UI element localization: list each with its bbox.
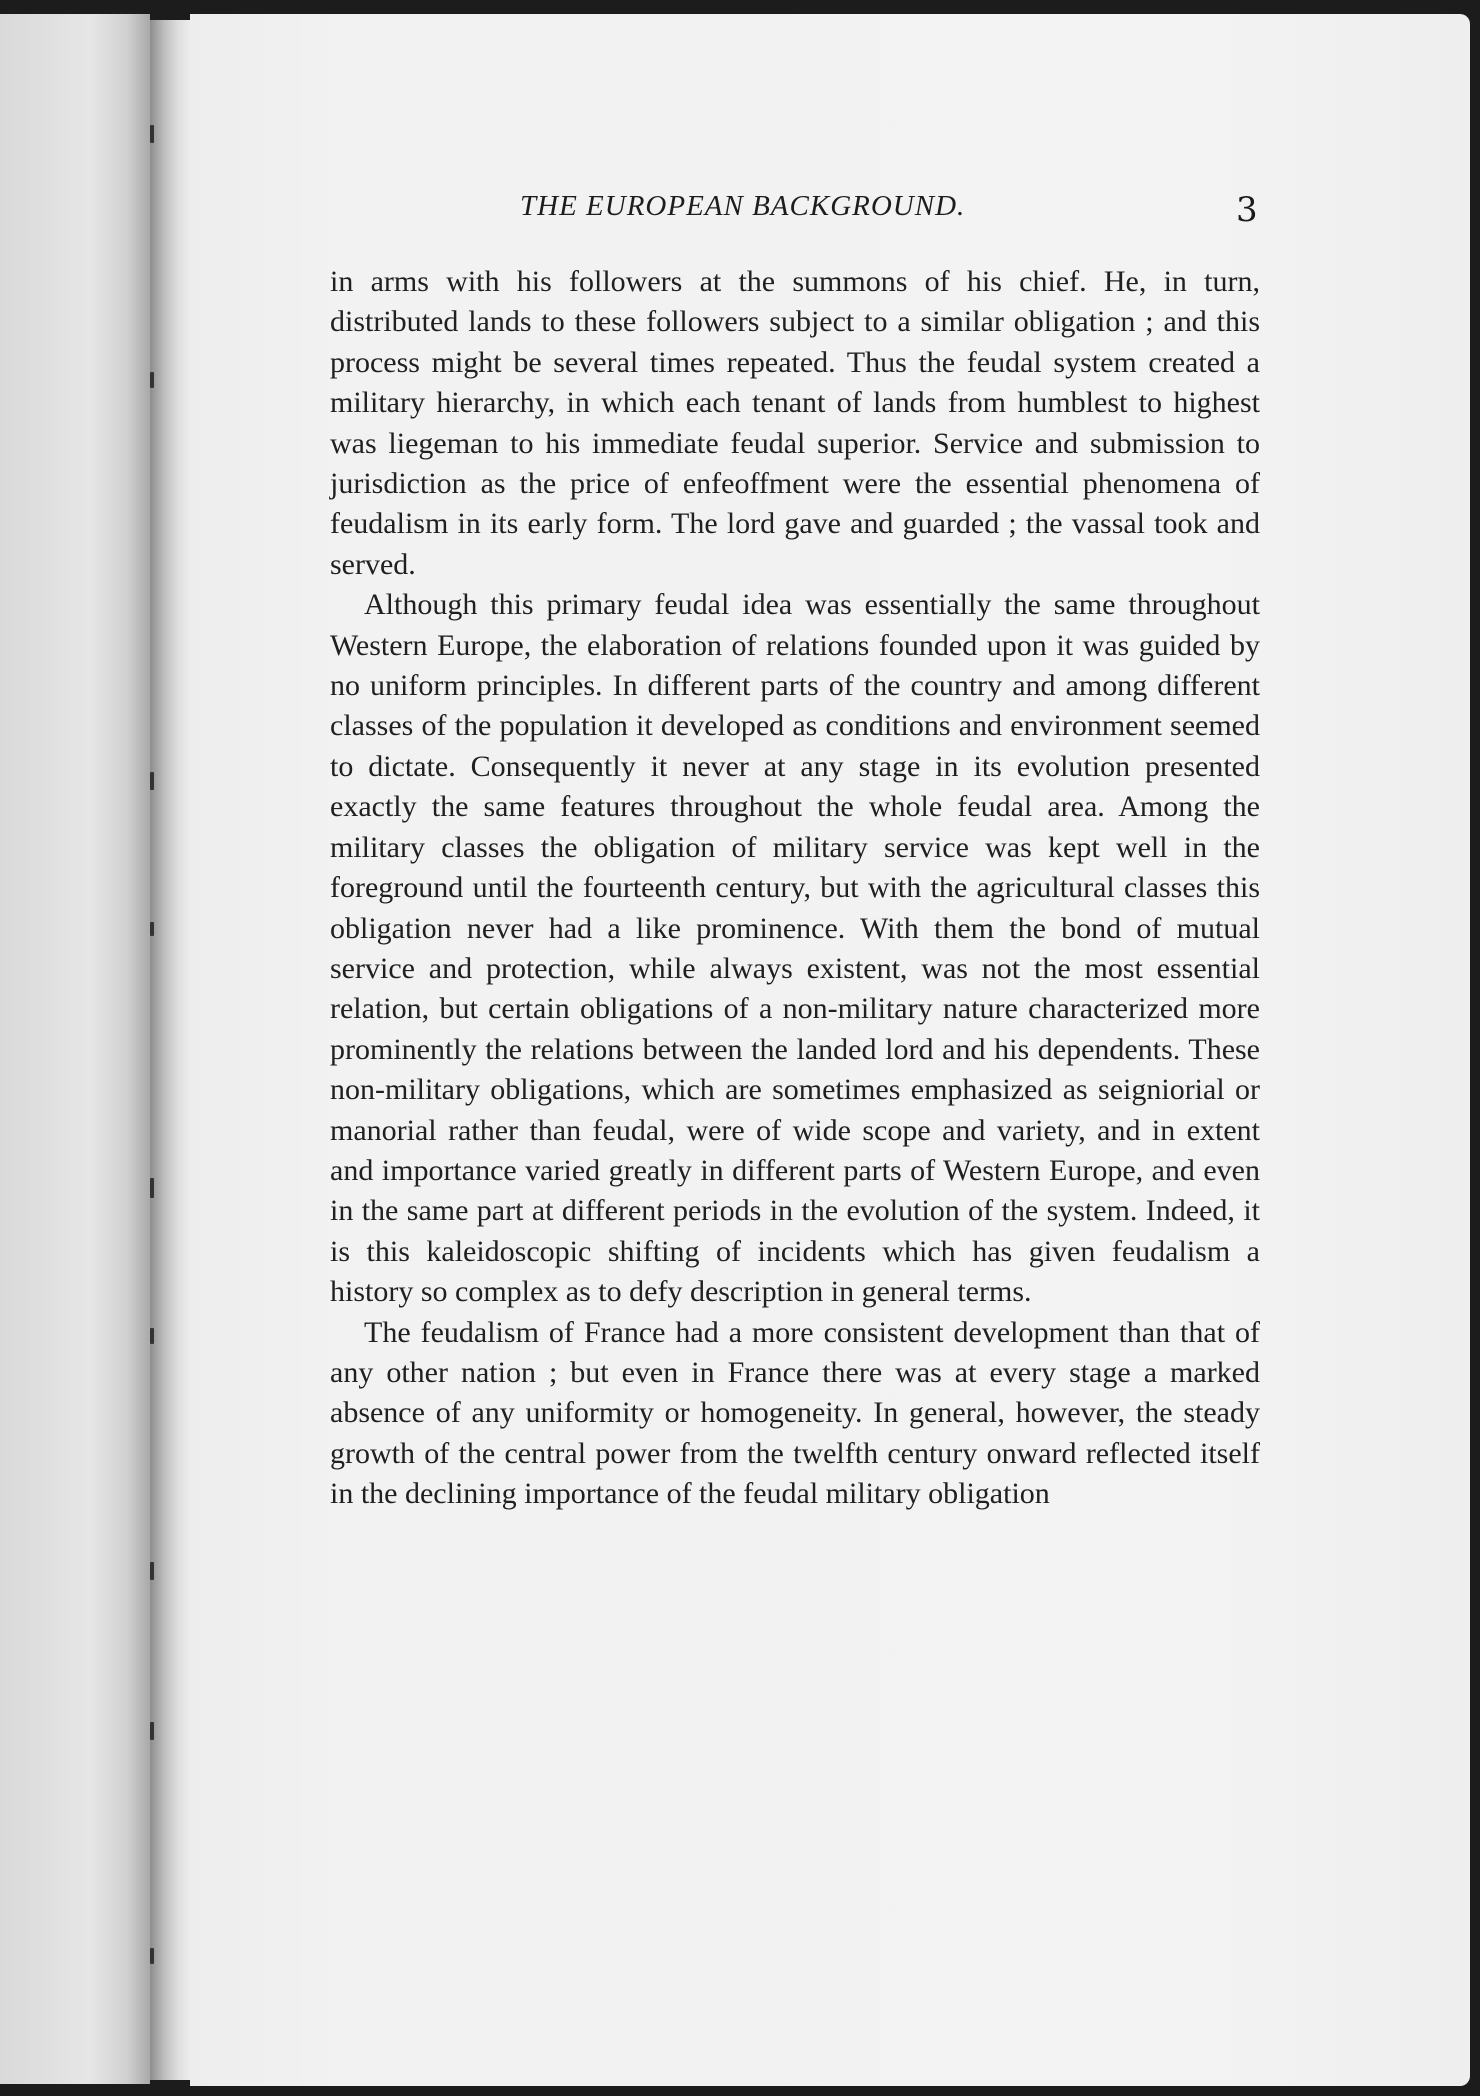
paragraph: Although this primary feudal idea was essentially the same throughout Western Europe, the elaboration of relations founded upon it was guided by no uniform principles. In different parts of the country and among different classes of the population it developed as conditions and environment seemed to dictate. Consequently it never at any stage in its evolution presented exactly the same features throughout the whole feudal area. Among the military classes the obligation of military service was kept well in the foreground until the fourteenth century, but with the agricultural classes this obligation never had a like prominence. With them the bond of mutual service and protection, while always existent, was not the most essential relation, but certain obligations of a non-military nature characterized more prominently the relations between the landed lord and his dependents. These non-military obligations, which are sometimes emphasized as seigniorial or manorial rather than feudal, were of wide scope and variety, and in extent and importance varied greatly in different parts of Western Europe, and even in the same part at different periods in the evolution of the system. Indeed, it is this kaleidoscopic shifting of incidents which has given feudalism a history so complex as to defy description in general terms. bbox=[330, 588, 1260, 1309]
binding-mark bbox=[150, 1722, 154, 1740]
body-text bbox=[330, 262, 1260, 1515]
binding-mark bbox=[150, 125, 154, 143]
running-head: THE EUROPEAN BACKGROUND. bbox=[520, 190, 966, 222]
left-page-edge bbox=[0, 14, 150, 2084]
binding-mark bbox=[150, 1562, 154, 1580]
binding-mark bbox=[150, 1178, 154, 1198]
page-number: 3 bbox=[1236, 190, 1258, 230]
binding-mark bbox=[150, 772, 154, 790]
binding-mark bbox=[150, 1328, 154, 1344]
binding-mark bbox=[150, 922, 154, 936]
book-gutter bbox=[150, 20, 190, 2080]
binding-mark bbox=[150, 372, 154, 388]
paragraph: The feudalism of France had a more consistent development than that of any other nation ; but even in France there was at every stage a marked absence of any uniformity or homogeneity. In general, however, the steady growth of the central power from the twelfth century onward reflected itself in the declining importance of the feudal military obligation bbox=[330, 1315, 1260, 1511]
binding-mark bbox=[150, 1948, 154, 1964]
paragraph: in arms with his followers at the summons of his chief. He, in turn, distributed lands to these followers subject to a similar obligation ; and this process might be several times repeated. Thus the feudal system created a military hierarchy, in which each tenant of lands from humblest to highest was liegeman to his immediate feudal superior. Service and submission to jurisdiction as the price of enfeoffment were the essential phenomena of feudalism in its early form. The lord gave and guarded ; the vassal took and served. bbox=[330, 265, 1260, 581]
